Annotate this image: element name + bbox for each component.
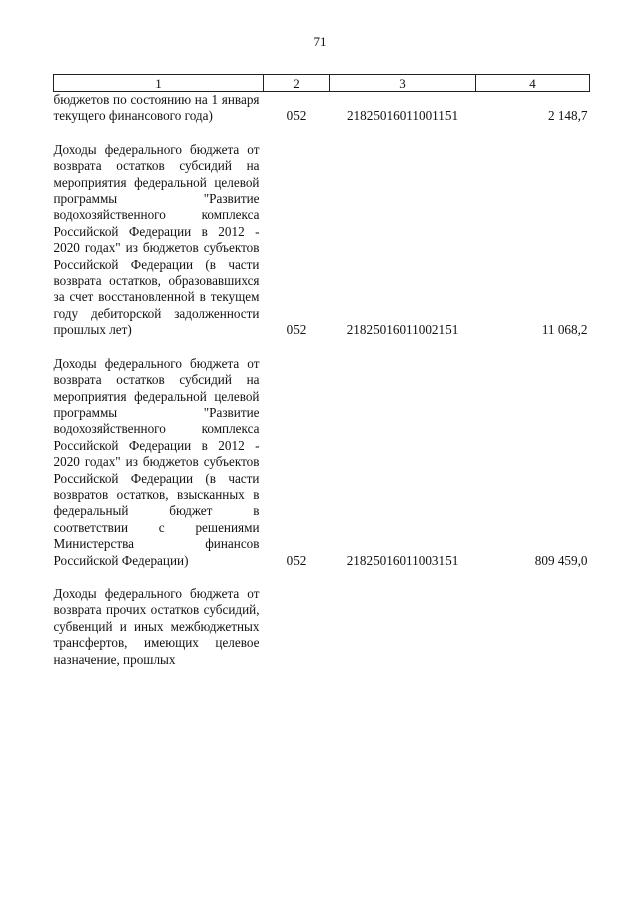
column-header-2: 2 — [264, 75, 330, 92]
row-budget-code: 21825016011003151 — [346, 552, 459, 568]
row-spacer — [54, 339, 590, 356]
row-description: Доходы федерального бюджета от возврата прочих остатков субсидий, субвенций и иных межбюджетных трансфертов, имеющих целевое назначение, прошлых — [53, 585, 260, 667]
row-description: Доходы федерального бюджета от возврата остатков субсидий на мероприятия федеральной целевой программы "Развитие водохозяйственного комплекса Российской Федерации в 2012 - 2020 годах" из бюджетов субъектов Российской Федерации (в части возврата остатков, образовавшихся за счет восстановленной в текущем году дебиторской задолженности прошлых лет) — [53, 141, 260, 338]
row-admin-code: 052 — [286, 322, 307, 338]
page-number: 71 — [313, 34, 327, 49]
row-admin-code: 052 — [286, 552, 307, 568]
row-spacer — [54, 569, 590, 586]
row-description: бюджетов по состоянию на 1 января текущего финансового года) — [53, 92, 260, 124]
row-budget-code: 21825016011002151 — [346, 322, 459, 338]
row-amount: 809 459,0 — [534, 552, 588, 568]
table-row — [54, 586, 590, 668]
table-row — [54, 142, 590, 339]
column-header-4: 4 — [476, 75, 590, 92]
row-admin-code — [264, 586, 330, 668]
table-row — [54, 356, 590, 569]
column-header-1: 1 — [54, 75, 264, 92]
row-amount: 11 068,2 — [541, 322, 588, 338]
row-spacer — [54, 125, 590, 142]
row-amount: 2 148,7 — [547, 108, 588, 124]
revenue-table — [53, 74, 590, 668]
row-budget-code — [330, 586, 476, 668]
table-row — [54, 92, 590, 125]
row-description: Доходы федерального бюджета от возврата остатков субсидий на мероприятия федеральной целевой программы "Развитие водохозяйственного комплекса Российской Федерации в 2012 - 2020 годах" из бюджетов субъектов Российской Федерации (в части возвратов остатков, взысканных в федеральный бюджет в соответствии с решениями Министерства финансов Российской Федерации) — [53, 355, 260, 568]
row-amount — [476, 586, 590, 668]
row-budget-code: 21825016011001151 — [346, 108, 459, 124]
header-row — [54, 75, 590, 92]
row-admin-code: 052 — [286, 108, 307, 124]
column-header-3: 3 — [330, 75, 476, 92]
